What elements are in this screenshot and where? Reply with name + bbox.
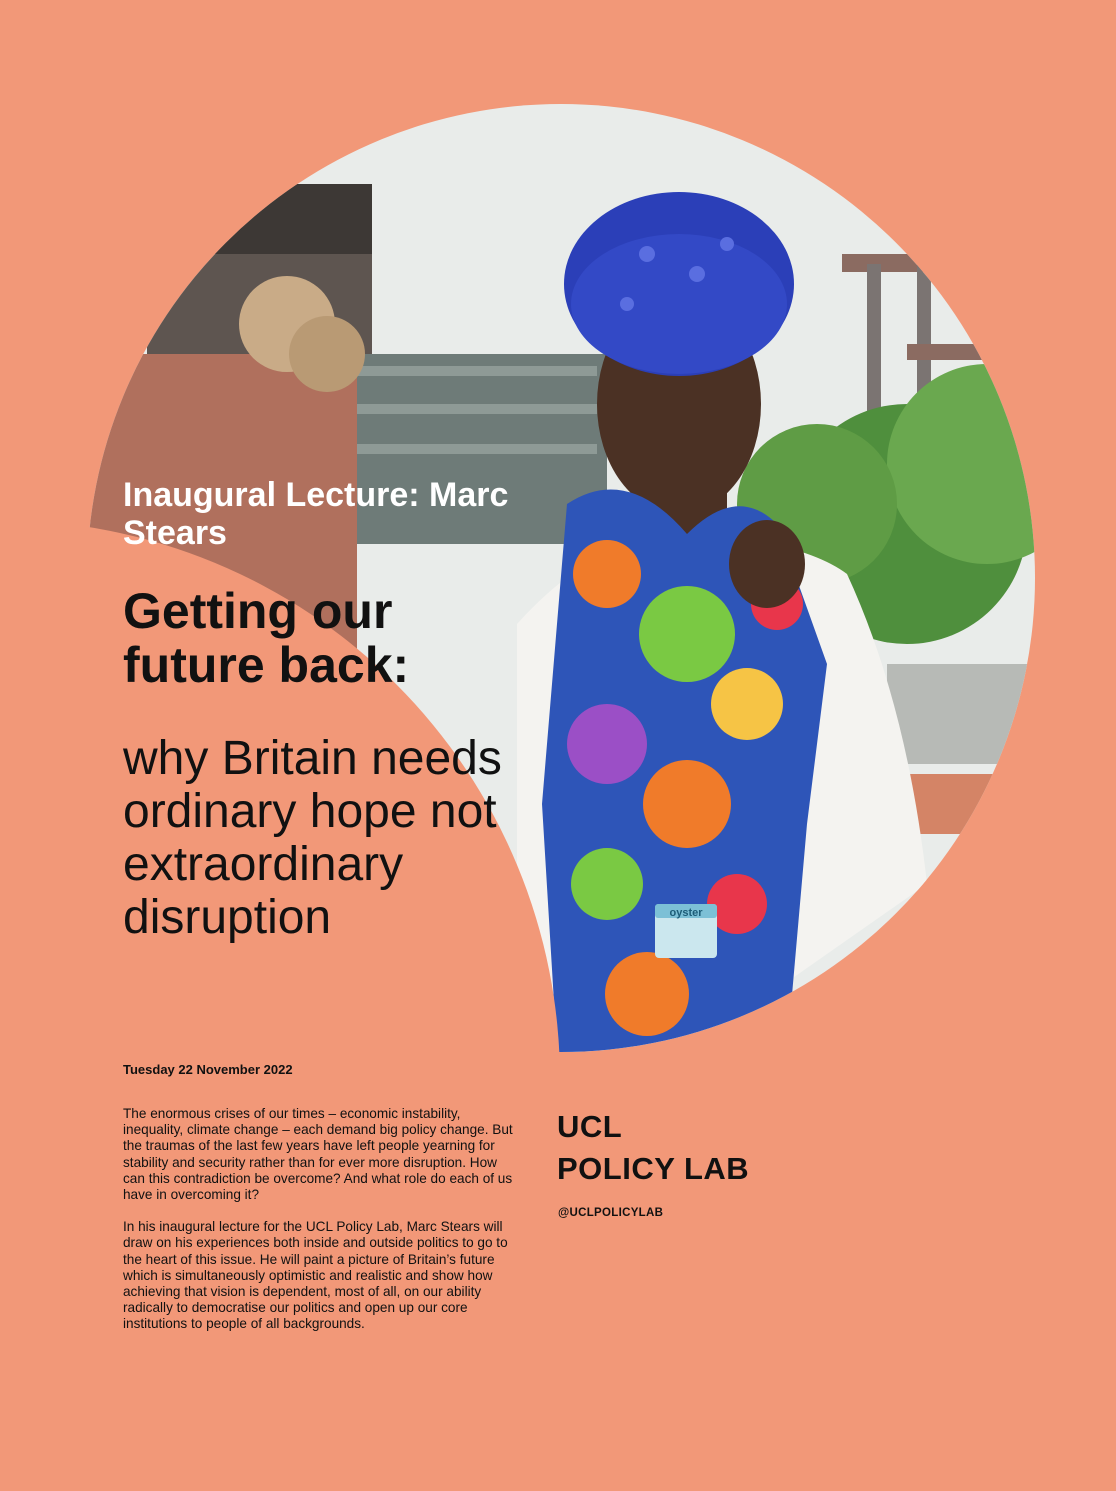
brand-line-2: POLICY LAB	[557, 1151, 750, 1186]
ucl-policy-lab-logo	[557, 1106, 749, 1190]
lecture-headline: Getting our future back:	[123, 583, 410, 693]
description-paragraph-1: The enormous crises of our times – economic instability, inequality, climate change – each demand big policy change. But the traumas of the last few years have left people yearning for stability and security rather than for ever more disruption. How can this contradiction be overcome? And what role do each of us have in overcoming it?	[123, 1106, 513, 1203]
brand-line-1: UCL	[557, 1109, 623, 1144]
lecture-description	[123, 1106, 513, 1349]
lecture-subheadline: why Britain needs ordinary hope not extraordinary disruption	[123, 732, 502, 944]
description-paragraph-2: In his inaugural lecture for the UCL Policy Lab, Marc Stears will draw on his experiences both inside and outside politics to go to the heart of this issue. He will paint a picture of Britain’s future which is simultaneously optimistic and realistic and show how achieving that vision is dependent, most of all, on our ability radically to democratise our politics and open up our core institutions to people of all backgrounds.	[123, 1219, 508, 1332]
lecture-kicker: Inaugural Lecture: Marc Stears	[123, 476, 509, 552]
social-handle: @UCLPOLICYLAB	[558, 1207, 664, 1219]
event-date: Tuesday 22 November 2022	[123, 1062, 293, 1077]
oyster-badge-text: oyster	[669, 907, 703, 919]
